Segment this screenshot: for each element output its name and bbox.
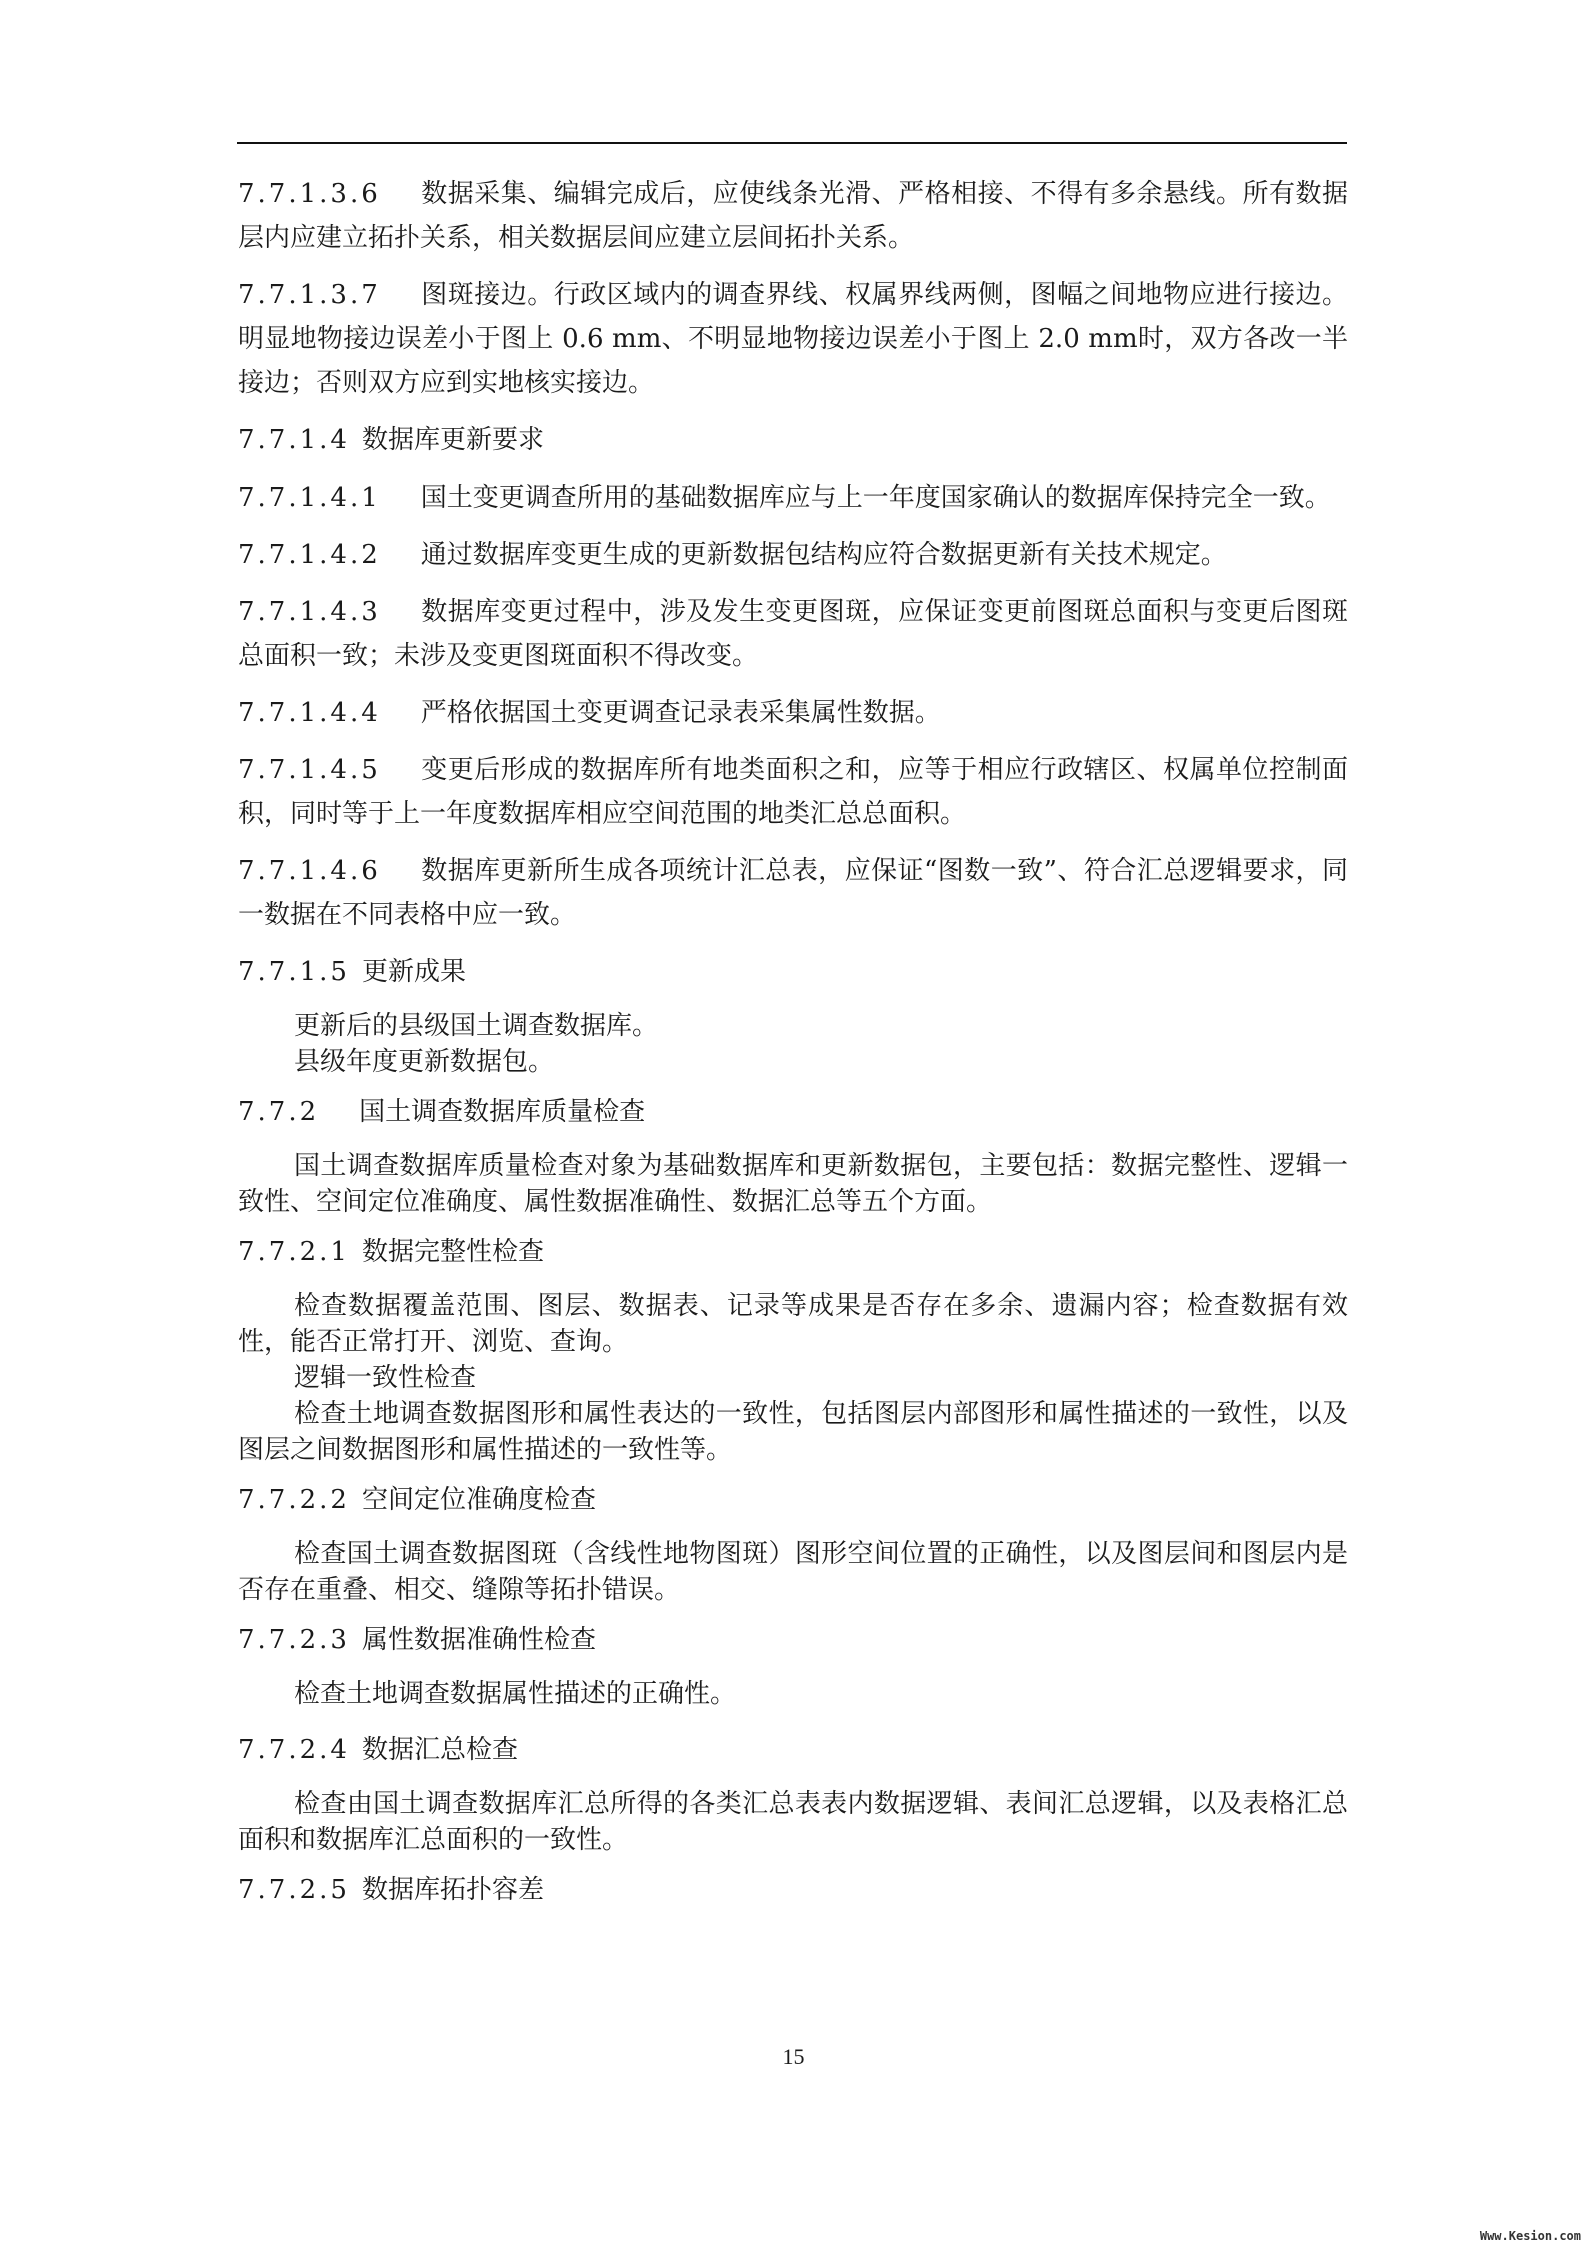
result-item-database: 更新后的县级国土调查数据库。	[294, 1011, 659, 1041]
section-heading-7-7-2-1	[238, 1230, 1348, 1274]
clause-text: 数据库变更过程中，涉及发生变更图斑，应保证变更前图斑总面积与变更后图斑总面积一致；未涉及变更图斑面积不得改变。	[238, 597, 1348, 671]
section-heading-7-7-1-4	[238, 418, 1348, 462]
section-number: 7.7.2	[238, 1097, 320, 1127]
clause-7-7-1-4-1	[238, 476, 1348, 520]
section-number: 7.7.2.5	[238, 1875, 350, 1905]
section-heading-7-7-1-5	[238, 950, 1348, 994]
clause-text: 数据库更新所生成各项统计汇总表，应保证“图数一致”、符合汇总逻辑要求，同一数据在不同表格中应一致。	[238, 856, 1348, 930]
section-title: 属性数据准确性检查	[361, 1625, 596, 1655]
clause-number: 7.7.1.4.2	[238, 540, 381, 570]
section-heading-7-7-2	[238, 1090, 1348, 1134]
clause-number: 7.7.1.3.7	[238, 280, 381, 310]
spatial-accuracy-text: 检查国土调查数据图斑（含线性地物图斑）图形空间位置的正确性，以及图层间和图层内是否存在重叠、相交、缝隙等拓扑错误。	[238, 1539, 1348, 1605]
clause-text: 严格依据国土变更调查记录表采集属性数据。	[420, 698, 941, 728]
section-title: 空间定位准确度检查	[361, 1485, 596, 1515]
logic-consistency-text: 检查土地调查数据图形和属性表达的一致性，包括图层内部图形和属性描述的一致性，以及图层之间数据图形和属性描述的一致性等。	[238, 1399, 1348, 1465]
summary-check-text: 检查由国土调查数据库汇总所得的各类汇总表表内数据逻辑、表间汇总逻辑，以及表格汇总面积和数据库汇总面积的一致性。	[238, 1789, 1348, 1855]
clause-number: 7.7.1.4.3	[238, 597, 381, 627]
clause-7-7-1-3-6	[238, 172, 1348, 260]
section-heading-7-7-2-2	[238, 1478, 1348, 1522]
page-number: 15	[782, 2044, 805, 2069]
section-title: 数据完整性检查	[361, 1237, 544, 1267]
clause-7-7-1-4-6	[238, 849, 1348, 937]
clause-7-7-1-4-4	[238, 691, 1348, 735]
document-body	[238, 172, 1348, 1926]
clause-text: 数据采集、编辑完成后，应使线条光滑、严格相接、不得有多余悬线。所有数据层内应建立拓扑关系，相关数据层间应建立层间拓扑关系。	[238, 179, 1348, 253]
section-title: 数据库拓扑容差	[361, 1875, 544, 1905]
clause-number: 7.7.1.4.6	[238, 856, 381, 886]
clause-7-7-1-4-5	[238, 748, 1348, 836]
clause-7-7-1-3-7	[238, 273, 1348, 405]
clause-7-7-1-4-2	[238, 533, 1348, 577]
clause-number: 7.7.1.4.5	[238, 755, 381, 785]
section-heading-7-7-2-5	[238, 1868, 1348, 1912]
section-title: 数据库更新要求	[361, 425, 544, 455]
attribute-accuracy-text: 检查土地调查数据属性描述的正确性。	[294, 1679, 737, 1709]
section-number: 7.7.2.1	[238, 1237, 350, 1267]
completeness-check-text: 检查数据覆盖范围、图层、数据表、记录等成果是否存在多余、遗漏内容；检查数据有效性，能否正常打开、浏览、查询。	[238, 1291, 1348, 1357]
result-item-update-package: 县级年度更新数据包。	[294, 1047, 555, 1077]
clause-text: 变更后形成的数据库所有地类面积之和，应等于相应行政辖区、权属单位控制面积，同时等于上一年度数据库相应空间范围的地类汇总总面积。	[238, 755, 1348, 829]
section-title: 国土调查数据库质量检查	[359, 1097, 646, 1127]
section-number: 7.7.2.4	[238, 1735, 350, 1765]
header-rule	[237, 142, 1347, 144]
site-watermark: Www.Kesion.com	[1479, 2229, 1581, 2243]
clause-number: 7.7.1.3.6	[238, 179, 381, 209]
section-heading-7-7-2-3	[238, 1618, 1348, 1662]
section-number: 7.7.2.2	[238, 1485, 350, 1515]
section-title: 数据汇总检查	[361, 1735, 518, 1765]
section-number: 7.7.2.3	[238, 1625, 350, 1655]
section-heading-7-7-2-4	[238, 1728, 1348, 1772]
clause-number: 7.7.1.4.1	[238, 483, 381, 513]
clause-7-7-1-4-3	[238, 590, 1348, 678]
section-number: 7.7.1.5	[238, 957, 350, 987]
clause-text: 图斑接边。行政区域内的调查界线、权属界线两侧，图幅之间地物应进行接边。明显地物接边误差小于图上 0.6 mm、不明显地物接边误差小于图上 2.0 mm时，双方各改一半接边；否则双方应到实地核实接边。	[238, 280, 1348, 398]
clause-text: 通过数据库变更生成的更新数据包结构应符合数据更新有关技术规定。	[420, 540, 1227, 570]
quality-check-intro: 国土调查数据库质量检查对象为基础数据库和更新数据包，主要包括：数据完整性、逻辑一致性、空间定位准确度、属性数据准确性、数据汇总等五个方面。	[238, 1151, 1348, 1217]
clause-number: 7.7.1.4.4	[238, 698, 381, 728]
section-number: 7.7.1.4	[238, 425, 350, 455]
clause-text: 国土变更调查所用的基础数据库应与上一年度国家确认的数据库保持完全一致。	[420, 483, 1331, 513]
section-title: 更新成果	[361, 957, 466, 987]
logic-consistency-title: 逻辑一致性检查	[294, 1363, 477, 1393]
